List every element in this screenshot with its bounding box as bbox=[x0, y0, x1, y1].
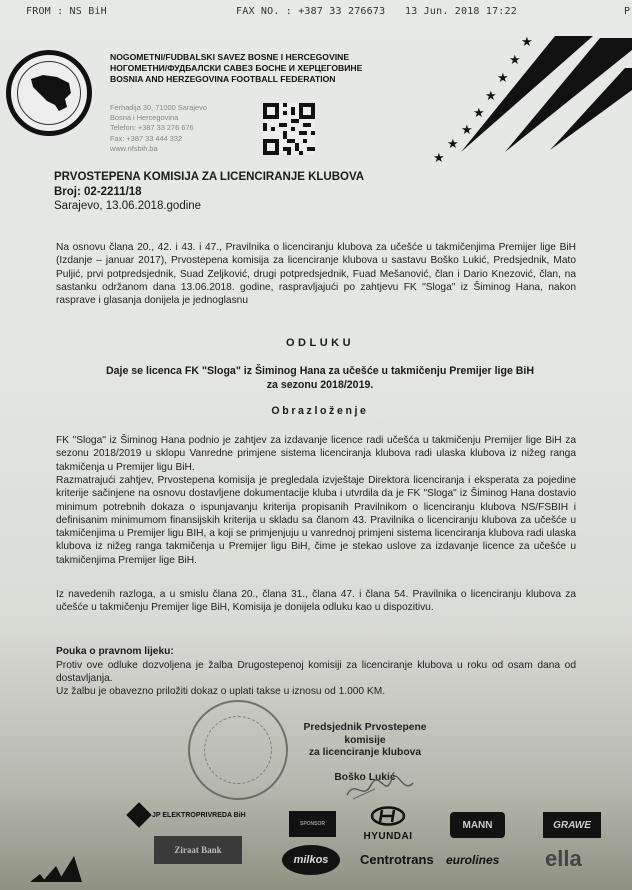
contact-address: Ferhadija 30, 71000 Sarajevo bbox=[110, 103, 207, 112]
sponsor-elektroprivreda: JP ELEKTROPRIVREDA BiH bbox=[130, 806, 246, 824]
sponsor-box: SPONSOR bbox=[289, 811, 336, 837]
svg-text:★: ★ bbox=[433, 151, 445, 165]
reasoning-paragraph-1: FK "Sloga" iz Šiminog Hana podnio je zahtjev za izdavanje licence radi učešća u takmičenju Premijer lige BiH za sezonu 2018/2019 u sklopu Vanredne primjene sistema licenciranja klubova radi ulaska klubova iz nižeg ranga takmičenja u Premijer ligu BiH. bbox=[56, 435, 576, 473]
intro-paragraph: Na osnovu člana 20., 42. i 43. i 47., Pravilnika o licenciranju klubova za učešće u takmičenjima Premijer lige BiH (Izdanje – januar 2017), Prvostepena komisija za licenciranje klubova u sastavu Boško Lukić, Predsjednik, Mato Puljić, prvi potpredsjednik, Suad Zeljković, drugi potpredsjednik, Fuad Mešanović, član i Dario Knezović, član, na sastanku održanom dana 13.06.2018. godine, raspravljajući po zahtjevu FK "Sloga" iz Šiminog Hana, nakon rasprave i glasanja donijela je jednoglasnu bbox=[56, 242, 576, 307]
document-number: Broj: 02-2211/18 bbox=[54, 185, 142, 198]
svg-text:★: ★ bbox=[521, 35, 533, 50]
svg-text:★: ★ bbox=[447, 137, 459, 152]
sponsor-grawe: GRAWE bbox=[543, 812, 601, 838]
svg-text:★: ★ bbox=[497, 71, 509, 86]
contact-country: Bosna i Hercegovina bbox=[110, 113, 179, 123]
signatory-role-line-2: za licenciranje klubova bbox=[308, 747, 422, 758]
contact-fax: Fax: +387 33 444 332 bbox=[110, 133, 183, 143]
sponsor-bank: Ziraat Bank bbox=[154, 836, 242, 864]
fax-page-marker: P bbox=[624, 6, 631, 17]
federation-name-english: BOSNIA AND HERZEGOVINA FOOTBALL FEDERATION bbox=[110, 74, 336, 84]
document-heading bbox=[54, 170, 364, 214]
adidas-logo-icon bbox=[30, 852, 82, 882]
federation-name bbox=[110, 52, 362, 85]
decision-text bbox=[40, 364, 600, 392]
elektroprivreda-logo-icon bbox=[126, 802, 151, 827]
sponsor-ella: ella bbox=[545, 846, 582, 871]
stars-and-stripes-icon bbox=[425, 20, 632, 165]
bih-map-crest-icon bbox=[6, 50, 92, 136]
issuer: PRVOSTEPENA KOMISIJA ZA LICENCIRANJE KLUBOVA bbox=[54, 171, 365, 183]
fax-number: FAX NO. : +387 33 276673 bbox=[236, 6, 386, 17]
reasoning-paragraph-2: Razmatrajući zahtjev, Prvostepena komisija je pregledala izvještaje Direktora licenciranja i eksperata za pojedine kriterije sačinjene na osnovu dostavljene dokumentacije kluba i utvrdila da je FK "Sloga" iz Šiminog Hana dostavio minimum potrebnih dokaza o ispunjavanju kriterija propisanih Pravilnikom o licenciranju klubova NS/FSBIH i definisanim minimumom finansijskih kriterija u skladu sa članom 43. Pravilnika o licenciranju klubova za učešće u takmičenjima u Premijer ligu BIH, a koji se primjenjuju u vanrednoj primjeni sistema licenciranja klubova radi ulaska klubova iz nižeg ranga takmičenja u Premijer ligu BiH, čime je stekao uslove za izdavanje licence za učešće u takmičenjima Premijer lige BiH. bbox=[56, 475, 576, 566]
decision-line-2: za sezonu 2018/2019. bbox=[266, 379, 374, 391]
official-stamp-icon bbox=[188, 700, 288, 800]
federation-name-cyrillic: НОГОМЕТНИ/ФУДБАЛСКИ САВЕЗ БОСНЕ И ХЕРЦЕГОВИНЕ bbox=[110, 63, 363, 73]
qr-code-icon bbox=[263, 103, 315, 155]
signatory-name: Boško Lukić bbox=[334, 771, 396, 783]
legal-remedy-fee: Uz žalbu je obavezno priložiti dokaz o uplati takse u iznosu od 1.000 KM. bbox=[56, 686, 386, 697]
legal-remedy-paragraph: Protiv ove odluke dozvoljena je žalba Drugostepenoj komisiji za licenciranje klubova u roku od osam dana od dostavljanja. bbox=[56, 660, 576, 685]
legal-remedy-title: Pouka o pravnom lijeku: bbox=[56, 646, 174, 657]
signatory-role-line-1: Predsjednik Prvostepene komisije bbox=[303, 722, 427, 746]
svg-text:★: ★ bbox=[509, 53, 521, 68]
reasoning-title: Obrazloženje bbox=[271, 405, 369, 417]
contact-phone: Telefon: +387 33 276 676 bbox=[110, 123, 194, 133]
decision-title: ODLUKU bbox=[285, 337, 355, 349]
svg-text:★: ★ bbox=[473, 106, 485, 121]
decision-line-1: Daje se licenca FK "Sloga" iz Šiminog Hana za učešće u takmičenju Premijer lige BiH bbox=[105, 365, 535, 377]
handwritten-signature-icon bbox=[345, 775, 415, 803]
svg-text:★: ★ bbox=[461, 123, 473, 138]
fax-datetime: 13 Jun. 2018 17:22 bbox=[405, 6, 517, 17]
sponsor-centrotrans: Centrotrans bbox=[360, 852, 434, 867]
hyundai-logo-icon bbox=[370, 806, 406, 826]
fax-from: FROM : NS BiH bbox=[26, 6, 107, 17]
svg-text:★: ★ bbox=[485, 89, 497, 104]
sponsor-milkos: milkos bbox=[282, 845, 340, 875]
federation-name-latin: NOGOMETNI/FUDBALSKI SAVEZ BOSNE I HERCEGOVINE bbox=[110, 52, 350, 62]
contact-block bbox=[110, 103, 207, 154]
sponsor-eurolines: eurolines bbox=[446, 853, 500, 867]
contact-website: www.nfsbih.ba bbox=[110, 143, 158, 153]
sponsor-mann: MANN bbox=[450, 812, 505, 838]
conclusion-paragraph: Iz navedenih razloga, a u smislu člana 20., člana 31., člana 47. i člana 54. Pravilnika o licenciranju klubova za učešće u takmičenju Premijer lige BiH, Komisija je donijela odluku kao u dispozitivu. bbox=[56, 589, 576, 614]
place-date: Sarajevo, 13.06.2018.godine bbox=[54, 200, 202, 212]
sponsor-hyundai: HYUNDAI bbox=[357, 806, 419, 842]
